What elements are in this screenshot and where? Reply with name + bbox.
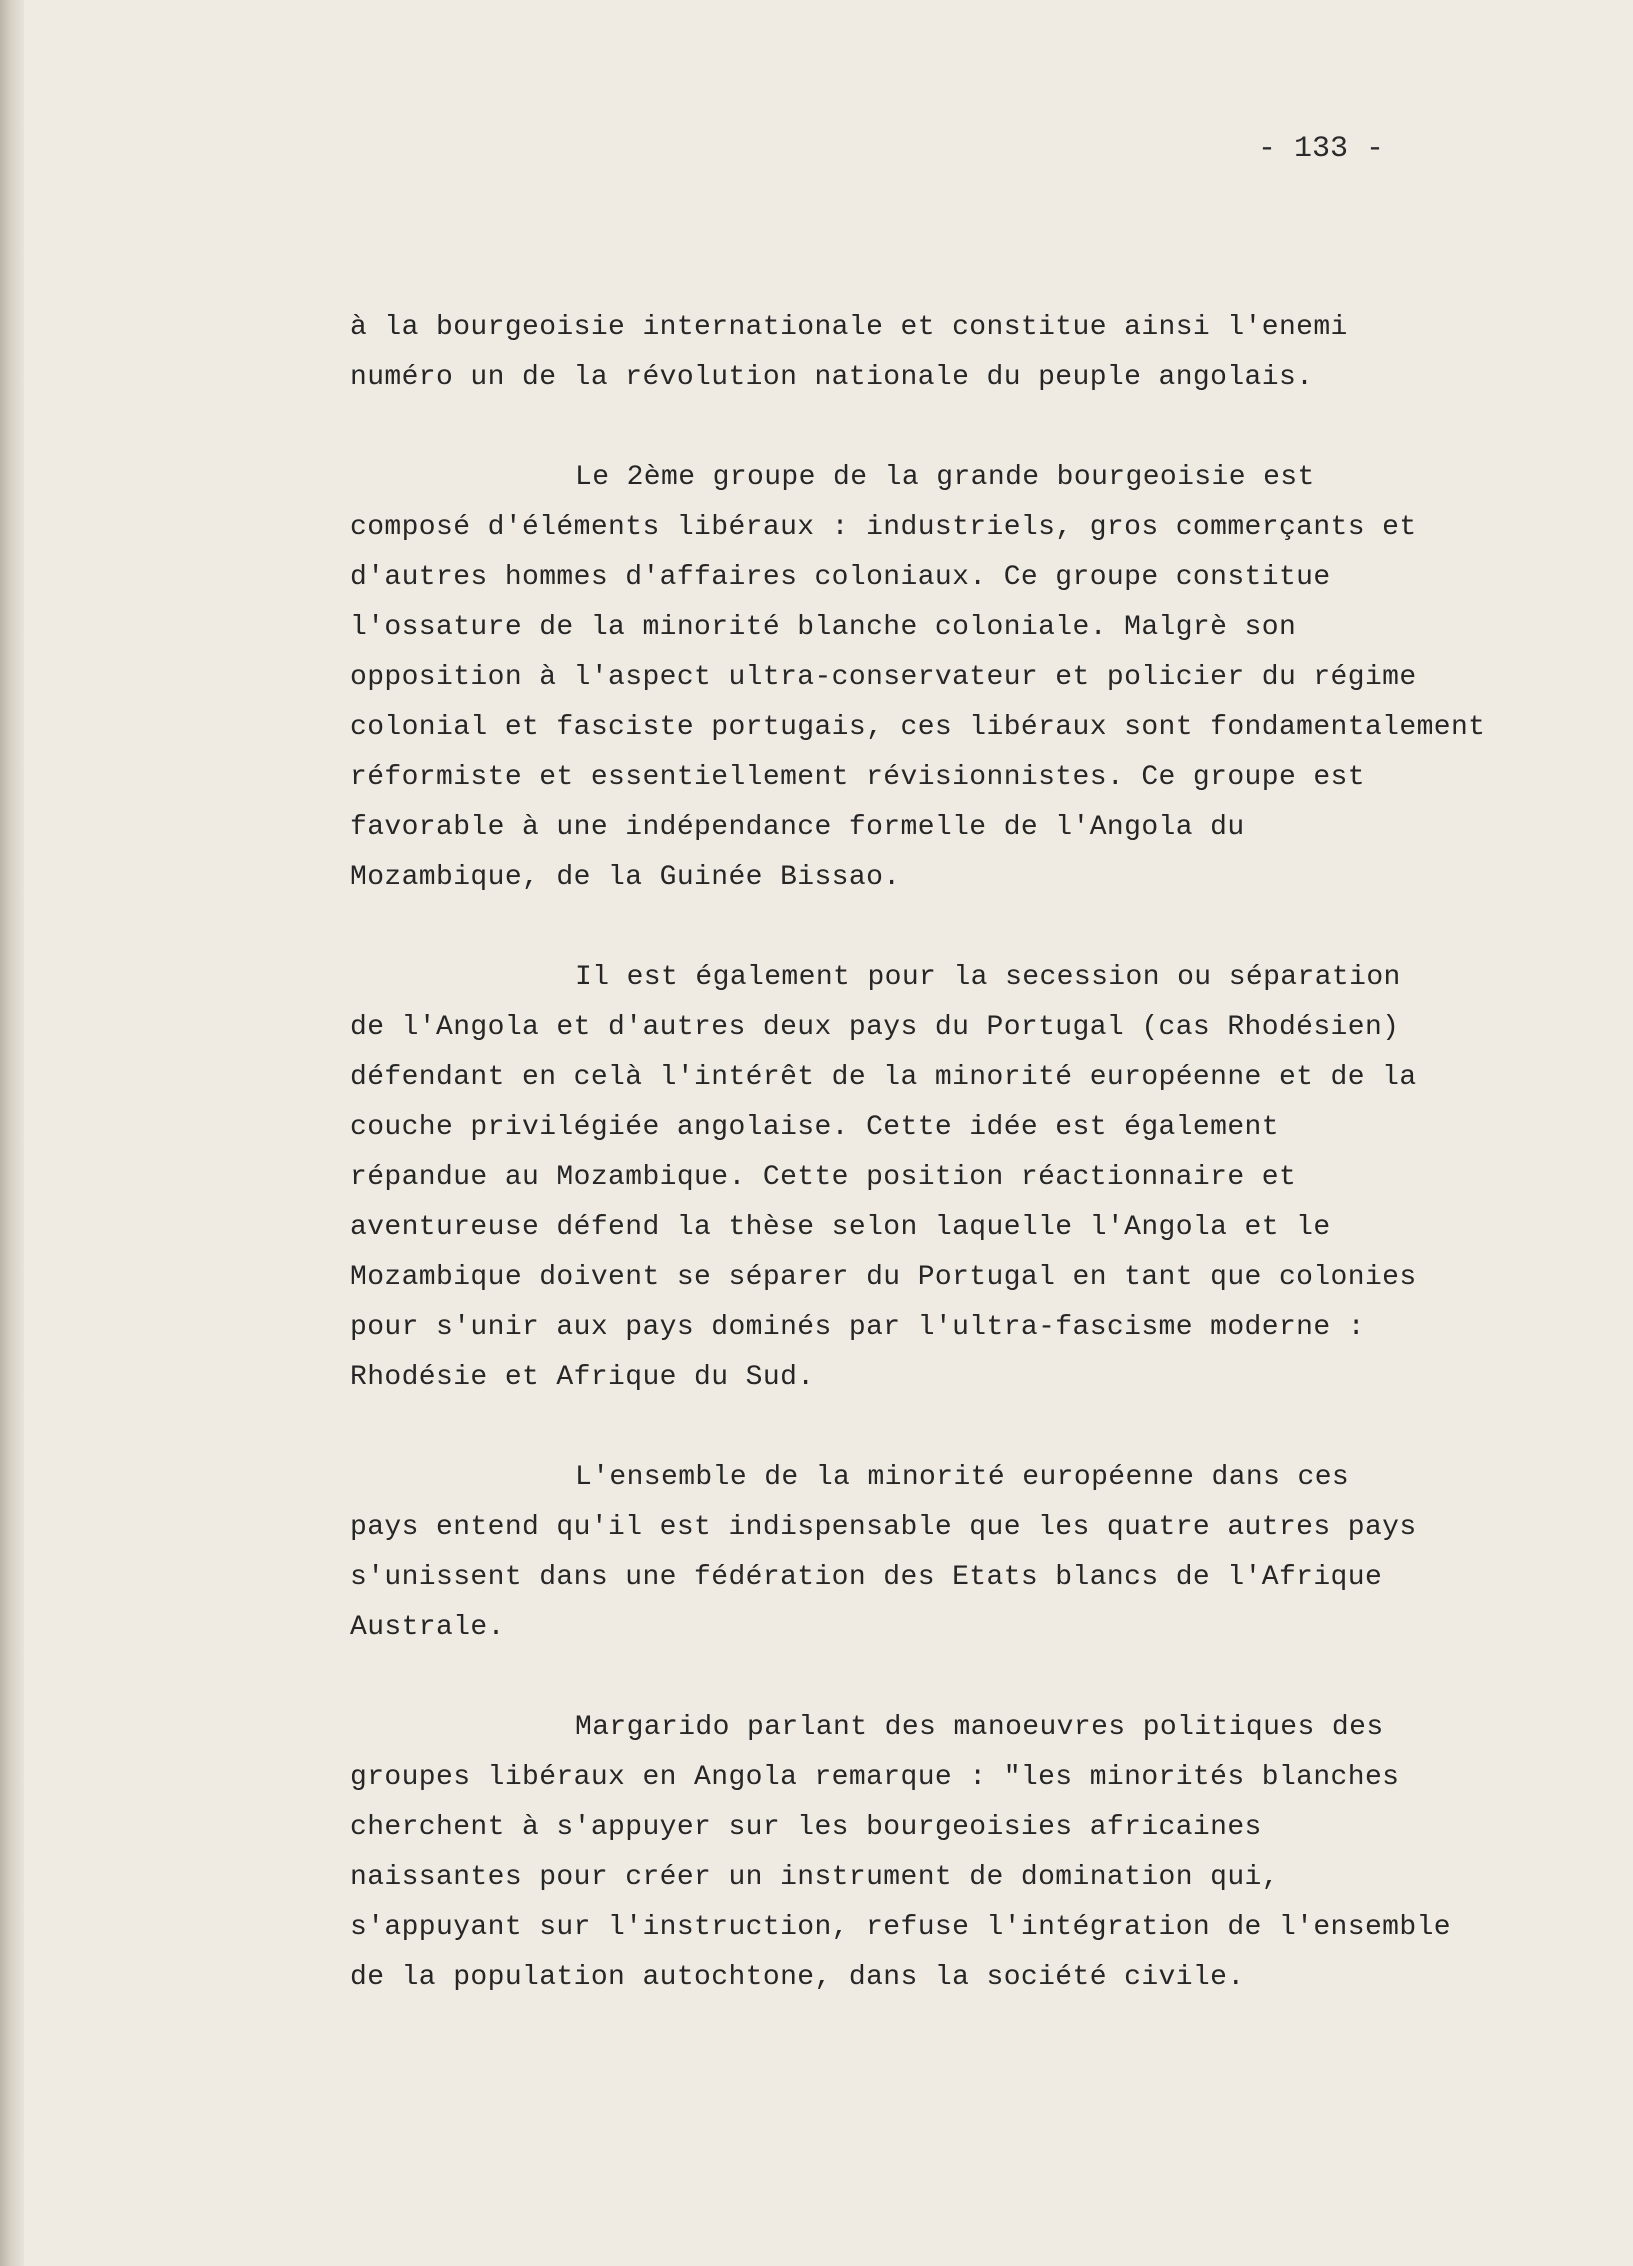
text-line: colonial et fasciste portugais, ces libéraux sont fondamentalement (350, 712, 1486, 743)
text-line: Rhodésie et Afrique du Sud. (350, 1362, 815, 1393)
text-line: naissantes pour créer un instrument de domination qui, (350, 1862, 1279, 1893)
text-line: cherchent à s'appuyer sur les bourgeoisies africaines (350, 1812, 1262, 1843)
text-line: opposition à l'aspect ultra-conservateur et policier du régime (350, 662, 1417, 693)
text-line: Le 2ème groupe de la grande bourgeoisie est (575, 462, 1315, 493)
text-line: aventureuse défend la thèse selon laquelle l'Angola et le (350, 1212, 1331, 1243)
text-line: d'autres hommes d'affaires coloniaux. Ce groupe constitue (350, 562, 1331, 593)
text-line: de la population autochtone, dans la société civile. (350, 1962, 1245, 1993)
text-line: composé d'éléments libéraux : industriels, gros commerçants et (350, 512, 1417, 543)
text-line: pays entend qu'il est indispensable que les quatre autres pays (350, 1512, 1417, 1543)
page-number: - 133 - (1258, 132, 1385, 166)
text-line: pour s'unir aux pays dominés par l'ultra-fascisme moderne : (350, 1312, 1365, 1343)
text-line: l'ossature de la minorité blanche coloniale. Malgrè son (350, 612, 1297, 643)
text-line: Il est également pour la secession ou séparation (575, 962, 1401, 993)
text-line: Mozambique doivent se séparer du Portugal en tant que colonies (350, 1262, 1417, 1293)
text-line: Mozambique, de la Guinée Bissao. (350, 862, 901, 893)
text-line: Australe. (350, 1612, 505, 1643)
text-line: L'ensemble de la minorité européenne dans ces (575, 1462, 1350, 1493)
text-line: répandue au Mozambique. Cette position réactionnaire et (350, 1162, 1297, 1193)
text-line: réformiste et essentiellement révisionnistes. Ce groupe est (350, 762, 1365, 793)
text-line: à la bourgeoisie internationale et constitue ainsi l'enemi (350, 312, 1348, 343)
text-line: groupes libéraux en Angola remarque : "les minorités blanches (350, 1762, 1400, 1793)
text-line: de l'Angola et d'autres deux pays du Portugal (cas Rhodésien) (350, 1012, 1400, 1043)
text-line: couche privilégiée angolaise. Cette idée est également (350, 1112, 1279, 1143)
text-line: défendant en celà l'intérêt de la minorité européenne et de la (350, 1062, 1417, 1093)
binding-edge (0, 0, 24, 2266)
text-line: numéro un de la révolution nationale du peuple angolais. (350, 362, 1314, 393)
text-line: s'unissent dans une fédération des Etats blancs de l'Afrique (350, 1562, 1383, 1593)
text-line: favorable à une indépendance formelle de l'Angola du (350, 812, 1245, 843)
text-line: s'appuyant sur l'instruction, refuse l'intégration de l'ensemble (350, 1912, 1451, 1943)
text-line: Margarido parlant des manoeuvres politiques des (575, 1712, 1384, 1743)
